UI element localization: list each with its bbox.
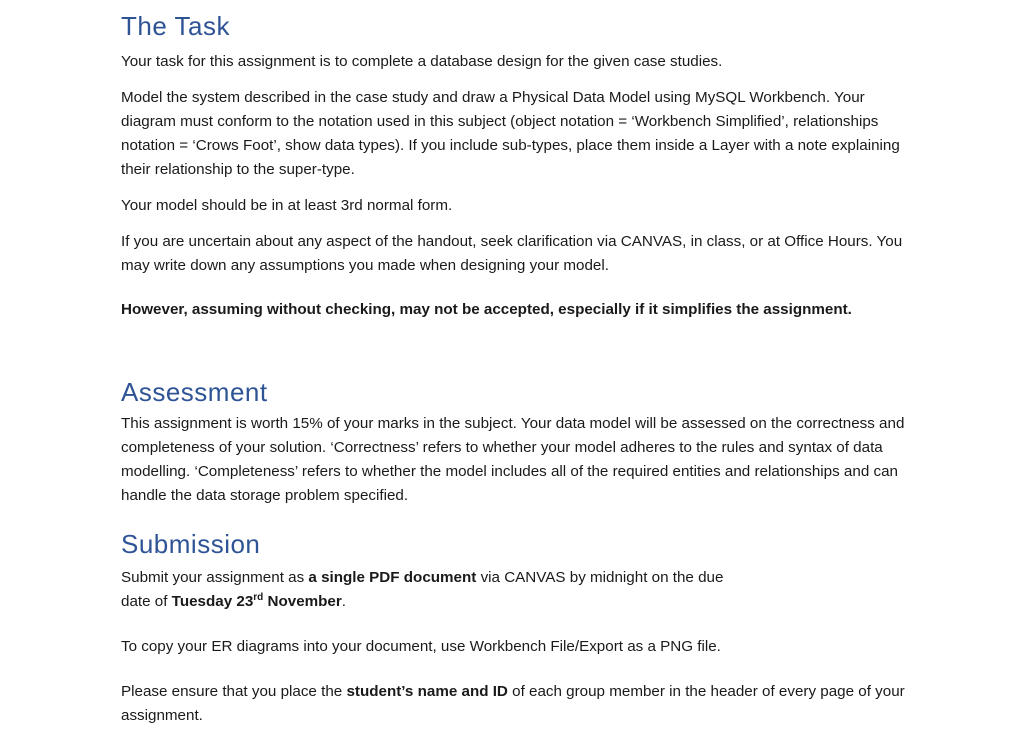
submit-text-2: via CANVAS by midnight on the due <box>476 569 724 586</box>
submit-text-date: Tuesday 23 <box>171 593 254 610</box>
submit-text-pdf: a single PDF document <box>308 569 477 586</box>
submission-paragraph-export: To copy your ER diagrams into your document, use Workbench File/Export as a PNG file. <box>121 638 721 655</box>
header-text-2: of each group member in the header of every page of your assignment. <box>121 683 905 724</box>
submit-text-ordinal: rd <box>253 591 264 603</box>
submission-paragraph-header <box>121 680 911 728</box>
assessment-paragraph: This assignment is worth 15% of your marks in the subject. Your data model will be assessed on the correctness and completeness of your solution. ‘Correctness’ refers to whether your model adheres to the rules and syntax of data modelling. ‘Completeness’ refers to whether the model includes all of the required entities and relationships and can handle the data storage problem specified. <box>121 415 905 504</box>
header-text-1: Please ensure that you place the <box>121 683 347 700</box>
task-paragraph-model: Model the system described in the case study and draw a Physical Data Model using MySQL Workbench. Your diagram must conform to the notation used in this subject (object notation = ‘Workbench Simplified’, relationships notation = ‘Crows Foot’, show data types). If you include sub-types, place them inside a Layer with a note explaining their relationship to the super-type. <box>121 89 900 178</box>
section-heading-task: The Task <box>121 11 231 41</box>
submit-text-month: November <box>263 593 342 610</box>
task-paragraph-intro: Your task for this assignment is to complete a database design for the given case studies. <box>121 53 723 70</box>
submit-text-3: date of <box>121 593 172 610</box>
submit-text-1: Submit your assignment as <box>121 569 309 586</box>
task-paragraph-uncertain: If you are uncertain about any aspect of the handout, seek clarification via CANVAS, in class, or at Office Hours. You may write down any assumptions you made when designing your model. <box>121 233 903 274</box>
task-paragraph-warning: However, assuming without checking, may not be accepted, especially if it simplifies the assignment. <box>121 301 852 318</box>
task-paragraph-normal-form: Your model should be in at least 3rd normal form. <box>121 197 453 214</box>
header-text-name-id: student’s name and ID <box>346 683 508 700</box>
section-heading-assessment: Assessment <box>121 377 268 407</box>
section-heading-submission: Submission <box>121 529 261 559</box>
submit-text-period: . <box>341 593 347 610</box>
document-content <box>121 8 911 728</box>
submission-paragraph-submit <box>121 566 911 614</box>
